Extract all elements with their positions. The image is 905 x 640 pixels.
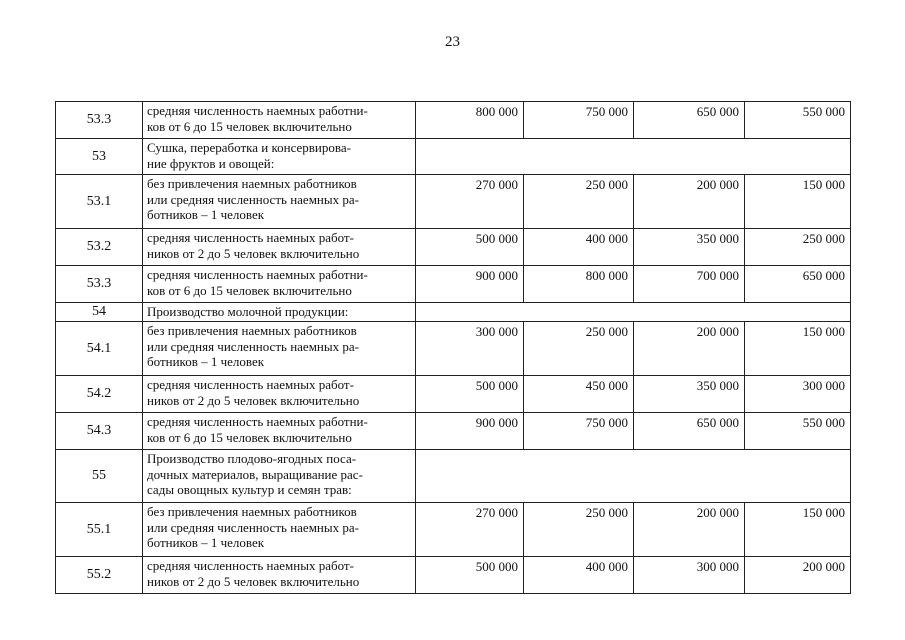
rate-value-1: 270 000 xyxy=(416,175,524,229)
row-number: 54 xyxy=(56,303,143,322)
rate-value-4: 150 000 xyxy=(745,175,851,229)
row-description xyxy=(143,102,416,139)
row-number: 55 xyxy=(56,450,143,503)
rate-value-1: 800 000 xyxy=(416,102,524,139)
row-description xyxy=(143,322,416,376)
rate-value-3: 650 000 xyxy=(634,413,745,450)
description-line: ботников – 1 человек xyxy=(147,207,265,222)
table-group-row xyxy=(56,450,851,503)
description-line: ботников – 1 человек xyxy=(147,535,265,550)
empty-values-cell xyxy=(416,450,851,503)
row-description xyxy=(143,413,416,450)
row-number: 54.1 xyxy=(56,322,143,376)
description-line: или средняя численность наемных ра- xyxy=(147,191,359,207)
row-description xyxy=(143,303,416,322)
rate-value-2: 750 000 xyxy=(524,413,634,450)
row-number: 53.1 xyxy=(56,175,143,229)
row-description xyxy=(143,139,416,175)
rate-value-3: 300 000 xyxy=(634,557,745,594)
description-line: средняя численность наемных работ- xyxy=(147,230,354,245)
description-line: ников от 2 до 5 человек включительно xyxy=(147,573,360,589)
rate-value-4: 300 000 xyxy=(745,376,851,413)
rate-value-1: 900 000 xyxy=(416,413,524,450)
description-line: без привлечения наемных работников xyxy=(147,504,357,519)
rate-value-2: 450 000 xyxy=(524,376,634,413)
table-row xyxy=(56,229,851,266)
rate-value-2: 400 000 xyxy=(524,229,634,266)
description-line: или средняя численность наемных ра- xyxy=(147,338,359,354)
rate-value-2: 250 000 xyxy=(524,503,634,557)
table-group-row xyxy=(56,139,851,175)
row-description xyxy=(143,175,416,229)
rate-value-3: 350 000 xyxy=(634,376,745,413)
rate-value-3: 700 000 xyxy=(634,266,745,303)
rate-value-1: 900 000 xyxy=(416,266,524,303)
rate-value-2: 800 000 xyxy=(524,266,634,303)
description-line: Производство молочной продукции: xyxy=(147,304,349,319)
rate-value-2: 400 000 xyxy=(524,557,634,594)
table-group-row xyxy=(56,303,851,322)
description-line: ние фруктов и овощей: xyxy=(147,155,275,171)
table-row xyxy=(56,102,851,139)
table-row xyxy=(56,322,851,376)
rate-value-4: 550 000 xyxy=(745,413,851,450)
rate-value-1: 500 000 xyxy=(416,557,524,594)
description-line: ков от 6 до 15 человек включительно xyxy=(147,282,352,298)
row-number: 53.2 xyxy=(56,229,143,266)
row-number: 55.1 xyxy=(56,503,143,557)
description-line: ков от 6 до 15 человек включительно xyxy=(147,118,352,134)
description-line: ников от 2 до 5 человек включительно xyxy=(147,392,360,408)
rate-value-1: 500 000 xyxy=(416,229,524,266)
row-description xyxy=(143,450,416,503)
row-number: 53.3 xyxy=(56,102,143,139)
rate-value-1: 270 000 xyxy=(416,503,524,557)
rate-value-4: 650 000 xyxy=(745,266,851,303)
table-row xyxy=(56,376,851,413)
description-line: средняя численность наемных работни- xyxy=(147,267,368,282)
description-line: сады овощных культур и семян трав: xyxy=(147,482,352,497)
rate-value-2: 250 000 xyxy=(524,322,634,376)
rate-value-4: 150 000 xyxy=(745,503,851,557)
rate-value-3: 350 000 xyxy=(634,229,745,266)
table-row xyxy=(56,503,851,557)
description-line: средняя численность наемных работ- xyxy=(147,377,354,392)
table-row xyxy=(56,266,851,303)
rate-value-3: 200 000 xyxy=(634,175,745,229)
row-description xyxy=(143,557,416,594)
row-number: 53 xyxy=(56,139,143,175)
rate-value-3: 650 000 xyxy=(634,102,745,139)
description-line: ботников – 1 человек xyxy=(147,354,265,369)
table-row xyxy=(56,175,851,229)
row-number: 54.3 xyxy=(56,413,143,450)
empty-values-cell xyxy=(416,303,851,322)
row-description xyxy=(143,229,416,266)
rates-table xyxy=(55,101,851,594)
description-line: средняя численность наемных работни- xyxy=(147,103,368,118)
rate-value-3: 200 000 xyxy=(634,503,745,557)
row-description xyxy=(143,503,416,557)
rate-value-1: 300 000 xyxy=(416,322,524,376)
description-line: средняя численность наемных работни- xyxy=(147,414,368,429)
empty-values-cell xyxy=(416,139,851,175)
row-description xyxy=(143,376,416,413)
row-number: 55.2 xyxy=(56,557,143,594)
description-line: Производство плодово-ягодных поса- xyxy=(147,451,357,466)
rate-value-4: 250 000 xyxy=(745,229,851,266)
rate-value-3: 200 000 xyxy=(634,322,745,376)
description-line: без привлечения наемных работников xyxy=(147,323,357,338)
description-line: средняя численность наемных работ- xyxy=(147,558,354,573)
rate-value-4: 150 000 xyxy=(745,322,851,376)
table-row xyxy=(56,557,851,594)
page-number: 23 xyxy=(445,34,460,50)
rate-value-2: 750 000 xyxy=(524,102,634,139)
row-number: 53.3 xyxy=(56,266,143,303)
description-line: без привлечения наемных работников xyxy=(147,176,357,191)
rate-value-1: 500 000 xyxy=(416,376,524,413)
description-line: ников от 2 до 5 человек включительно xyxy=(147,245,360,261)
description-line: дочных материалов, выращивание рас- xyxy=(147,466,363,482)
description-line: ков от 6 до 15 человек включительно xyxy=(147,429,352,445)
table-row xyxy=(56,413,851,450)
description-line: или средняя численность наемных ра- xyxy=(147,519,359,535)
rate-value-2: 250 000 xyxy=(524,175,634,229)
rate-value-4: 550 000 xyxy=(745,102,851,139)
row-description xyxy=(143,266,416,303)
row-number: 54.2 xyxy=(56,376,143,413)
rate-value-4: 200 000 xyxy=(745,557,851,594)
description-line: Сушка, переработка и консервирова- xyxy=(147,140,351,155)
